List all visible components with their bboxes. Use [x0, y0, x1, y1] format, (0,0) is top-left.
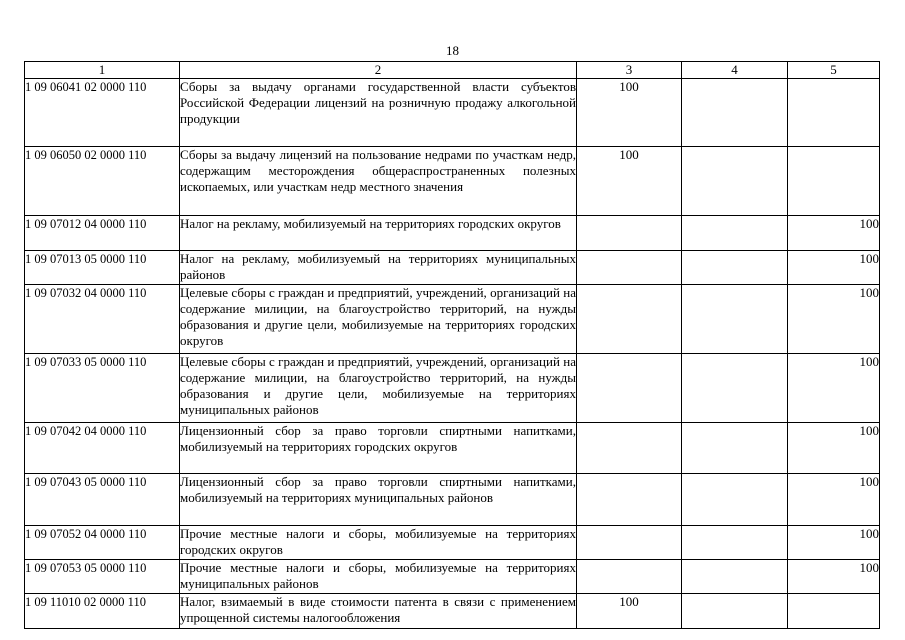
value-cell-col5: [788, 147, 880, 216]
description-cell: Налог на рекламу, мобилизуемый на территориях городских округов: [180, 216, 577, 251]
value-cell-col4: [682, 560, 788, 594]
value-cell-col3: 100: [577, 594, 682, 629]
column-header-2: 2: [180, 62, 577, 79]
value-cell-col4: [682, 79, 788, 147]
code-cell: 1 09 07013 05 0000 110: [25, 251, 180, 285]
code-cell: 1 09 07033 05 0000 110: [25, 354, 180, 423]
value-cell-col3: [577, 474, 682, 526]
table-row: [25, 285, 880, 354]
code-cell: 1 09 07053 05 0000 110: [25, 560, 180, 594]
value-cell-col3: [577, 526, 682, 560]
column-header-4: 4: [682, 62, 788, 79]
description-cell: Сборы за выдачу лицензий на пользование недрами по участкам недр, содержащим месторождения общераспространенных полезных ископаемых, или участкам недр местного значения: [180, 147, 577, 216]
column-header-1: 1: [25, 62, 180, 79]
description-cell: Лицензионный сбор за право торговли спиртными напитками, мобилизуемый на территориях городских округов: [180, 423, 577, 474]
table-row: [25, 216, 880, 251]
value-cell-col4: [682, 423, 788, 474]
value-cell-col5: [788, 594, 880, 629]
value-cell-col4: [682, 251, 788, 285]
value-cell-col3: [577, 423, 682, 474]
description-cell: Прочие местные налоги и сборы, мобилизуемые на территориях муниципальных районов: [180, 560, 577, 594]
value-cell-col5: [788, 79, 880, 147]
description-cell: Прочие местные налоги и сборы, мобилизуемые на территориях городских округов: [180, 526, 577, 560]
value-cell-col5: 100: [788, 285, 880, 354]
revenue-table: [24, 61, 880, 629]
value-cell-col5: 100: [788, 560, 880, 594]
code-cell: 1 09 07042 04 0000 110: [25, 423, 180, 474]
description-cell: Лицензионный сбор за право торговли спиртными напитками, мобилизуемый на территориях муниципальных районов: [180, 474, 577, 526]
value-cell-col4: [682, 147, 788, 216]
value-cell-col3: 100: [577, 79, 682, 147]
value-cell-col3: [577, 354, 682, 423]
value-cell-col5: 100: [788, 251, 880, 285]
table-header-row: [25, 62, 880, 79]
value-cell-col3: 100: [577, 147, 682, 216]
value-cell-col4: [682, 354, 788, 423]
code-cell: 1 09 06041 02 0000 110: [25, 79, 180, 147]
value-cell-col4: [682, 216, 788, 251]
value-cell-col5: 100: [788, 423, 880, 474]
value-cell-col5: 100: [788, 216, 880, 251]
value-cell-col3: [577, 216, 682, 251]
table-row: [25, 147, 880, 216]
value-cell-col5: 100: [788, 354, 880, 423]
table-row: [25, 354, 880, 423]
table-row: [25, 79, 880, 147]
description-cell: Целевые сборы с граждан и предприятий, учреждений, организаций на содержание милиции, на благоустройство территорий, на нужды образования и другие цели, мобилизуемые на территориях муниципальных районов: [180, 354, 577, 423]
page-number: 18: [446, 43, 459, 58]
value-cell-col5: 100: [788, 474, 880, 526]
table-row: [25, 560, 880, 594]
value-cell-col4: [682, 594, 788, 629]
code-cell: 1 09 07032 04 0000 110: [25, 285, 180, 354]
value-cell-col4: [682, 474, 788, 526]
table-row: [25, 594, 880, 629]
code-cell: 1 09 11010 02 0000 110: [25, 594, 180, 629]
description-cell: Целевые сборы с граждан и предприятий, учреждений, организаций на содержание милиции, на благоустройство территорий, на нужды образования и другие цели, мобилизуемые на территориях городских округов: [180, 285, 577, 354]
description-cell: Налог, взимаемый в виде стоимости патента в связи с применением упрощенной системы налогообложения: [180, 594, 577, 629]
code-cell: 1 09 06050 02 0000 110: [25, 147, 180, 216]
column-header-3: 3: [577, 62, 682, 79]
value-cell-col3: [577, 251, 682, 285]
table-row: [25, 423, 880, 474]
column-header-5: 5: [788, 62, 880, 79]
value-cell-col3: [577, 285, 682, 354]
code-cell: 1 09 07052 04 0000 110: [25, 526, 180, 560]
value-cell-col4: [682, 526, 788, 560]
value-cell-col3: [577, 560, 682, 594]
description-cell: Сборы за выдачу органами государственной власти субъектов Российской Федерации лицензий на розничную продажу алкогольной продукции: [180, 79, 577, 147]
table-row: [25, 251, 880, 285]
description-cell: Налог на рекламу, мобилизуемый на территориях муниципальных районов: [180, 251, 577, 285]
value-cell-col5: 100: [788, 526, 880, 560]
value-cell-col4: [682, 285, 788, 354]
table-row: [25, 526, 880, 560]
table-row: [25, 474, 880, 526]
code-cell: 1 09 07043 05 0000 110: [25, 474, 180, 526]
code-cell: 1 09 07012 04 0000 110: [25, 216, 180, 251]
